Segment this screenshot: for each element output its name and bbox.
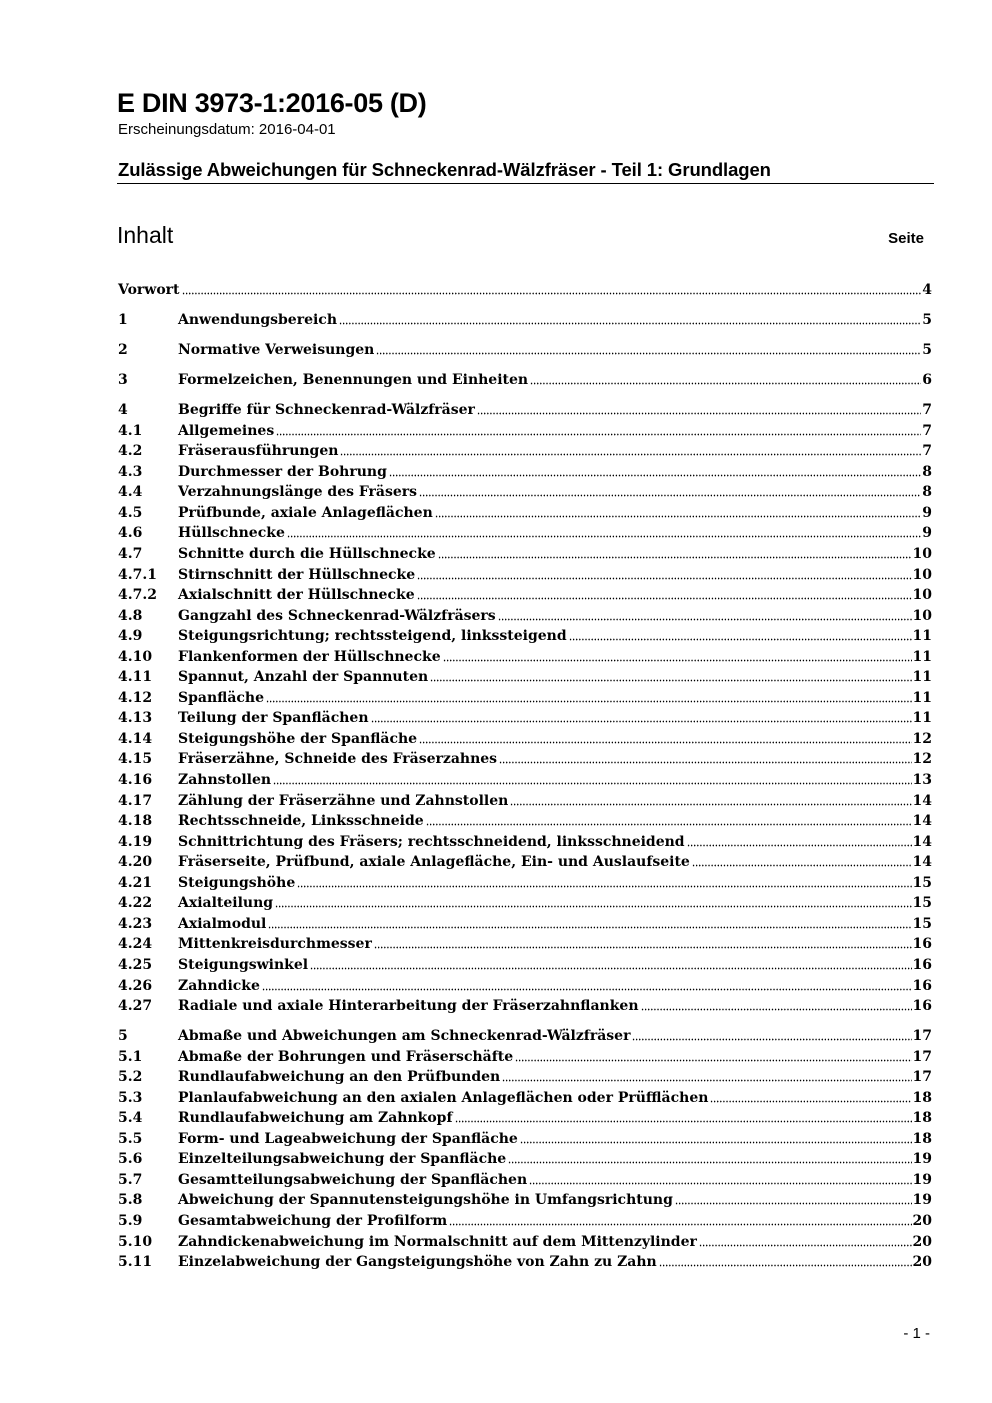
toc-entry-page[interactable]: 13	[912, 772, 932, 789]
toc-entry[interactable]	[118, 873, 932, 894]
toc-entry[interactable]	[118, 955, 932, 976]
toc-entry-line	[178, 1211, 932, 1232]
toc-entry[interactable]	[118, 1232, 932, 1253]
toc-dot-leader	[297, 878, 911, 888]
toc-entry-line	[178, 934, 932, 955]
toc-entry-line	[178, 749, 932, 770]
toc-dot-leader	[529, 1175, 911, 1185]
toc-dot-leader	[419, 734, 911, 744]
toc-entry-number: 5.10	[118, 1233, 153, 1250]
toc-entry-title[interactable]: Abweichung der Spannutensteigungshöhe in Umfangsrichtung	[178, 1192, 673, 1209]
toc-entry-page[interactable]: 15	[912, 915, 932, 932]
toc-dot-leader	[449, 1216, 911, 1226]
toc-entry[interactable]	[118, 1047, 932, 1068]
toc-entry-line	[178, 310, 932, 331]
toc-dot-leader	[498, 611, 912, 621]
toc-entry-line	[178, 1067, 932, 1088]
toc-entry-number: 4.12	[118, 689, 153, 706]
toc-dot-leader	[266, 693, 912, 703]
toc-dot-leader	[419, 487, 921, 497]
toc-dot-leader	[417, 570, 911, 580]
toc-entry-number: 4.8	[118, 607, 143, 624]
toc-entry-page[interactable]: 12	[912, 751, 932, 768]
toc-dot-leader	[659, 1257, 912, 1267]
toc-entry[interactable]	[118, 976, 932, 997]
toc-entry-title[interactable]: Steigungshöhe der Spanfläche	[178, 730, 418, 747]
toc-entry-number: 4	[118, 402, 128, 419]
toc-entry[interactable]	[118, 626, 932, 647]
toc-entry-number: 4.21	[118, 874, 153, 891]
toc-entry[interactable]	[118, 770, 932, 791]
toc-entry-number: 4.4	[118, 484, 143, 501]
toc-entry-page[interactable]: 19	[912, 1192, 932, 1209]
toc-entry-line	[178, 667, 932, 688]
toc-entry-page[interactable]: 20	[912, 1213, 932, 1230]
toc-entry-line	[178, 400, 932, 421]
toc-entry-title[interactable]: Zahndicke	[178, 977, 260, 994]
toc-entry-title[interactable]: Planlaufabweichung an den axialen Anlageflächen oder Prüfflächen	[178, 1089, 709, 1106]
toc-entry-title[interactable]: Fräserzähne, Schneide des Fräserzahnes	[178, 751, 498, 768]
toc-entry-page[interactable]: 15	[912, 874, 932, 891]
toc-entry-line	[178, 1047, 932, 1068]
toc-entry-title[interactable]: Spanfläche	[178, 689, 265, 706]
toc-entry[interactable]	[118, 1026, 932, 1047]
toc-entry[interactable]	[118, 310, 932, 331]
toc-entry-page[interactable]: 10	[912, 607, 932, 624]
toc-entry-number: 4.6	[118, 525, 143, 542]
toc-entry-page[interactable]: 17	[912, 1048, 932, 1065]
toc-entry-number: 4.22	[118, 895, 153, 912]
toc-entry-page[interactable]: 20	[912, 1254, 932, 1271]
toc-entry[interactable]	[118, 852, 932, 873]
toc-entry[interactable]	[118, 482, 932, 503]
toc-entry-line	[178, 1088, 932, 1109]
toc-entry-title[interactable]: Verzahnungslänge des Fräsers	[178, 484, 418, 501]
toc-entry-page[interactable]: 18	[912, 1089, 932, 1106]
toc-entry-page[interactable]: 7	[922, 443, 932, 460]
toc-entry-number: 4.14	[118, 730, 153, 747]
toc-entry-number: 4.9	[118, 628, 143, 645]
toc-entry[interactable]	[118, 523, 932, 544]
toc-entry-line	[178, 1026, 932, 1047]
toc-entry-line	[178, 955, 932, 976]
toc-entry-page[interactable]: 10	[912, 546, 932, 563]
toc-dot-leader	[273, 775, 911, 785]
toc-entry-title[interactable]: Flankenformen der Hüllschnecke	[178, 648, 441, 665]
toc-entry-number: 4.20	[118, 854, 153, 871]
toc-entry-number: 5	[118, 1028, 128, 1045]
toc-dot-leader	[477, 405, 921, 415]
toc-entry-line	[178, 544, 932, 565]
toc-entry-title[interactable]: Rundlaufabweichung am Zahnkopf	[178, 1110, 453, 1127]
toc-entry[interactable]	[118, 544, 932, 565]
toc-entry-title[interactable]: Hüllschnecke	[178, 525, 285, 542]
toc-entry-title[interactable]: Spannut, Anzahl der Spannuten	[178, 669, 429, 686]
table-of-contents	[118, 280, 932, 1273]
toc-entry-title[interactable]: Rundlaufabweichung an den Prüfbunden	[178, 1069, 501, 1086]
toc-entry-page[interactable]: 17	[912, 1028, 932, 1045]
toc-entry[interactable]	[118, 1108, 932, 1129]
toc-entry-number: 4.26	[118, 977, 153, 994]
toc-entry-page[interactable]: 10	[912, 566, 932, 583]
toc-entry-title[interactable]: Fräserausführungen	[178, 443, 339, 460]
toc-entry-number: 5.8	[118, 1192, 143, 1209]
toc-entry-title[interactable]: Allgemeines	[178, 422, 275, 439]
toc-entry-number: 4.24	[118, 936, 153, 953]
toc-dot-leader	[530, 375, 921, 385]
toc-dot-leader	[435, 508, 921, 518]
toc-entry-page[interactable]: 11	[912, 710, 932, 727]
toc-entry-title[interactable]: Zählung der Fräserzähne und Zahnstollen	[178, 792, 509, 809]
toc-entry-line	[178, 832, 932, 853]
toc-dot-leader	[699, 1237, 912, 1247]
toc-entry-title[interactable]: Schnittrichtung des Fräsers; rechtsschneidend, linksschneidend	[178, 833, 685, 850]
toc-entry-line	[178, 811, 932, 832]
toc-entry-title[interactable]: Rechtsschneide, Linksschneide	[178, 813, 424, 830]
toc-entry-title[interactable]: Einzelteilungsabweichung der Spanfläche	[178, 1151, 507, 1168]
toc-entry-line	[178, 1252, 932, 1273]
toc-entry-title[interactable]: Gesamtteilungsabweichung der Spanflächen	[178, 1171, 528, 1188]
toc-entry-number: 5.1	[118, 1048, 143, 1065]
toc-dot-leader	[339, 315, 921, 325]
toc-dot-leader	[687, 837, 912, 847]
toc-entry-line	[178, 873, 932, 894]
toc-entry-number: 1	[118, 312, 128, 329]
toc-entry[interactable]	[118, 1170, 932, 1191]
toc-entry-title[interactable]: Axialmodul	[178, 915, 267, 932]
toc-entry-page[interactable]: 14	[912, 854, 932, 871]
toc-entry-number: 4.10	[118, 648, 153, 665]
toc-entry[interactable]	[118, 606, 932, 627]
toc-entry-page[interactable]: 14	[912, 833, 932, 850]
toc-entry-page[interactable]: 9	[922, 525, 932, 542]
toc-entry-title[interactable]: Formelzeichen, Benennungen und Einheiten	[178, 372, 529, 389]
toc-entry[interactable]	[118, 791, 932, 812]
toc-entry-number: 4.23	[118, 915, 153, 932]
toc-entry-title[interactable]: Abmaße und Abweichungen am Schneckenrad-Wälzfräser	[178, 1028, 631, 1045]
toc-entry-title[interactable]: Normative Verweisungen	[178, 342, 375, 359]
toc-entry-number: 5.7	[118, 1171, 143, 1188]
toc-entry[interactable]	[118, 1088, 932, 1109]
toc-entry[interactable]	[118, 441, 932, 462]
toc-entry-line	[178, 606, 932, 627]
toc-entry[interactable]	[118, 1129, 932, 1150]
toc-entry-title[interactable]: Prüfbunde, axiale Anlageflächen	[178, 504, 433, 521]
toc-entry-number: 4.3	[118, 463, 143, 480]
toc-entry-line	[178, 370, 932, 391]
toc-entry-page[interactable]: 18	[912, 1110, 932, 1127]
toc-dot-leader	[510, 796, 911, 806]
toc-entry[interactable]	[118, 370, 932, 391]
toc-entry-line	[178, 647, 932, 668]
toc-entry-page[interactable]: 4	[922, 282, 932, 298]
toc-entry[interactable]	[118, 1211, 932, 1232]
toc-entry-title[interactable]: Anwendungsbereich	[178, 312, 337, 329]
toc-dot-leader	[632, 1031, 911, 1041]
toc-entry-line	[178, 482, 932, 503]
toc-dot-leader	[276, 426, 921, 436]
toc-entry[interactable]	[118, 749, 932, 770]
toc-entry-line	[178, 688, 932, 709]
toc-entry-number: 4.16	[118, 772, 153, 789]
toc-entry-line	[178, 1190, 932, 1211]
toc-entry-line	[178, 914, 932, 935]
toc-entry-title[interactable]: Zahndickenabweichung im Normalschnitt auf dem Mittenzylinder	[178, 1233, 697, 1250]
toc-entry-page[interactable]: 15	[912, 895, 932, 912]
toc-entry[interactable]	[118, 893, 932, 914]
toc-entry-line	[178, 893, 932, 914]
toc-dot-leader	[430, 672, 911, 682]
toc-heading: Inhalt	[117, 222, 174, 248]
toc-dot-leader	[376, 345, 921, 355]
toc-entry-line	[118, 280, 932, 301]
toc-dot-leader	[569, 631, 912, 641]
toc-entry-number: 3	[118, 372, 128, 389]
toc-dot-leader	[287, 528, 921, 538]
toc-entry-page[interactable]: 14	[912, 813, 932, 830]
toc-entry-page[interactable]: 11	[912, 689, 932, 706]
toc-entry-page[interactable]: 16	[912, 977, 932, 994]
toc-dot-leader	[455, 1113, 912, 1123]
toc-entry-number: 4.17	[118, 792, 153, 809]
toc-entry-title[interactable]: Zahnstollen	[178, 772, 272, 789]
toc-entry-number: 4.13	[118, 710, 153, 727]
toc-entry-number: 5.6	[118, 1151, 143, 1168]
toc-dot-leader	[502, 1072, 911, 1082]
toc-entry[interactable]	[118, 421, 932, 442]
toc-entry-number: 4.18	[118, 813, 153, 830]
toc-entry-page[interactable]: 18	[912, 1130, 932, 1147]
toc-entry-line	[178, 421, 932, 442]
toc-entry-line	[178, 565, 932, 586]
toc-entry-line	[178, 996, 932, 1017]
toc-entry-title[interactable]: Steigungshöhe	[178, 874, 296, 891]
toc-entry[interactable]	[118, 400, 932, 421]
toc-entry-line	[178, 626, 932, 647]
toc-dot-leader	[182, 285, 922, 295]
toc-entry-page[interactable]: 11	[912, 648, 932, 665]
toc-entry-title[interactable]: Vorwort	[118, 282, 180, 298]
toc-entry-page[interactable]: 8	[922, 484, 932, 501]
toc-dot-leader	[374, 939, 912, 949]
toc-dot-leader	[417, 590, 912, 600]
toc-entry-page[interactable]: 5	[922, 312, 932, 329]
toc-entry-number: 5.5	[118, 1130, 143, 1147]
toc-entry-number: 4.1	[118, 422, 143, 439]
toc-dot-leader	[675, 1195, 912, 1205]
toc-entry[interactable]	[118, 708, 932, 729]
document-title: Zulässige Abweichungen für Schneckenrad-Wälzfräser - Teil 1: Grundlagen	[118, 159, 771, 180]
toc-entry-line	[178, 708, 932, 729]
toc-entry-page[interactable]: 16	[912, 956, 932, 973]
toc-entry-number: 4.27	[118, 998, 153, 1015]
toc-entry-number: 4.5	[118, 504, 143, 521]
toc-entry-page[interactable]: 12	[912, 730, 932, 747]
toc-dot-leader	[508, 1154, 911, 1164]
toc-entry[interactable]	[118, 688, 932, 709]
toc-entry-page[interactable]: 5	[922, 342, 932, 359]
toc-dot-leader	[641, 1001, 912, 1011]
toc-entry-title[interactable]: Steigungsrichtung; rechtssteigend, linkssteigend	[178, 628, 567, 645]
toc-dot-leader	[520, 1134, 912, 1144]
toc-entry[interactable]	[118, 585, 932, 606]
footer-page-number: - 1 -	[903, 1325, 930, 1342]
toc-entry-page[interactable]: 16	[912, 998, 932, 1015]
toc-entry-title[interactable]: Durchmesser der Bohrung	[178, 463, 387, 480]
toc-entry-number: 2	[118, 342, 128, 359]
toc-entry-line	[178, 791, 932, 812]
toc-entry-line	[178, 729, 932, 750]
toc-entry-number: 4.11	[118, 669, 153, 686]
toc-entry-line	[178, 770, 932, 791]
toc-entry-page[interactable]: 9	[922, 504, 932, 521]
toc-dot-leader	[310, 960, 911, 970]
toc-entry[interactable]	[118, 1067, 932, 1088]
toc-entry-number: 4.2	[118, 443, 143, 460]
toc-dot-leader	[389, 467, 921, 477]
toc-dot-leader	[438, 549, 912, 559]
toc-dot-leader	[268, 919, 911, 929]
toc-entry-line	[178, 1129, 932, 1150]
toc-entry-title[interactable]: Begriffe für Schneckenrad-Wälzfräser	[178, 402, 475, 419]
toc-entry-page[interactable]: 19	[912, 1151, 932, 1168]
page-column-heading: Seite	[888, 230, 924, 247]
toc-entry-page[interactable]: 11	[912, 628, 932, 645]
toc-entry-line	[178, 503, 932, 524]
toc-entry-title[interactable]: Mittenkreisdurchmesser	[178, 936, 372, 953]
toc-entry-line	[178, 1108, 932, 1129]
toc-entry-title[interactable]: Schnitte durch die Hüllschnecke	[178, 546, 436, 563]
toc-dot-leader	[499, 754, 911, 764]
document-id: E DIN 3973-1:2016-05 (D)	[117, 88, 427, 118]
toc-entry-line	[178, 523, 932, 544]
toc-dot-leader	[426, 816, 912, 826]
toc-entry-page[interactable]: 7	[922, 422, 932, 439]
toc-entry[interactable]	[118, 340, 932, 361]
toc-entry-page[interactable]: 17	[912, 1069, 932, 1086]
title-divider	[117, 183, 934, 184]
toc-entry-title[interactable]: Gesamtabweichung der Profilform	[178, 1213, 448, 1230]
toc-dot-leader	[710, 1093, 911, 1103]
toc-entry-title[interactable]: Einzelabweichung der Gangsteigungshöhe von Zahn zu Zahn	[178, 1254, 657, 1271]
toc-dot-leader	[340, 446, 921, 456]
toc-entry-title[interactable]: Steigungswinkel	[178, 956, 309, 973]
toc-entry-number: 4.15	[118, 751, 153, 768]
toc-entry-page[interactable]: 7	[922, 402, 932, 419]
toc-entry-number: 4.7.1	[118, 566, 157, 583]
toc-dot-leader	[443, 652, 912, 662]
toc-entry[interactable]	[118, 647, 932, 668]
toc-entry[interactable]	[118, 280, 932, 301]
toc-entry-line	[178, 1232, 932, 1253]
toc-entry-line	[178, 462, 932, 483]
toc-entry[interactable]	[118, 503, 932, 524]
toc-dot-leader	[692, 857, 912, 867]
toc-entry-line	[178, 852, 932, 873]
toc-entry[interactable]	[118, 914, 932, 935]
toc-entry-title[interactable]: Gangzahl des Schneckenrad-Wälzfräsers	[178, 607, 496, 624]
toc-entry-page[interactable]: 8	[922, 463, 932, 480]
toc-dot-leader	[371, 713, 912, 723]
toc-entry-number: 4.25	[118, 956, 153, 973]
toc-entry[interactable]	[118, 934, 932, 955]
toc-dot-leader	[515, 1052, 911, 1062]
toc-entry[interactable]	[118, 565, 932, 586]
toc-entry-line	[178, 340, 932, 361]
toc-entry[interactable]	[118, 1190, 932, 1211]
toc-entry-title[interactable]: Radiale und axiale Hinterarbeitung der Fräserzahnflanken	[178, 998, 639, 1015]
toc-entry-title[interactable]: Fräserseite, Prüfbund, axiale Anlagefläche, Ein- und Auslaufseite	[178, 854, 690, 871]
toc-entry[interactable]	[118, 811, 932, 832]
toc-entry-number: 5.11	[118, 1254, 153, 1271]
toc-entry-page[interactable]: 11	[912, 669, 932, 686]
toc-entry-line	[178, 1170, 932, 1191]
toc-dot-leader	[275, 898, 911, 908]
toc-entry[interactable]	[118, 996, 932, 1017]
toc-entry-line	[178, 585, 932, 606]
toc-entry-page[interactable]: 16	[912, 936, 932, 953]
toc-entry[interactable]	[118, 832, 932, 853]
toc-entry-number: 4.19	[118, 833, 153, 850]
toc-entry[interactable]	[118, 462, 932, 483]
toc-entry-number: 5.2	[118, 1069, 143, 1086]
toc-entry-title[interactable]: Abmaße der Bohrungen und Fräserschäfte	[178, 1048, 514, 1065]
toc-entry-number: 5.4	[118, 1110, 143, 1127]
toc-entry-title[interactable]: Teilung der Spanflächen	[178, 710, 369, 727]
toc-entry-line	[178, 1149, 932, 1170]
toc-entry-page[interactable]: 10	[912, 587, 932, 604]
toc-entry-page[interactable]: 19	[912, 1171, 932, 1188]
toc-entry-number: 5.3	[118, 1089, 143, 1106]
toc-entry-number: 4.7	[118, 546, 143, 563]
toc-entry[interactable]	[118, 729, 932, 750]
toc-entry-page[interactable]: 6	[922, 372, 932, 389]
toc-entry[interactable]	[118, 1149, 932, 1170]
toc-entry[interactable]	[118, 1252, 932, 1273]
toc-dot-leader	[262, 981, 912, 991]
toc-entry-number: 5.9	[118, 1213, 143, 1230]
toc-entry-title[interactable]: Axialschnitt der Hüllschnecke	[178, 587, 415, 604]
toc-entry-title[interactable]: Axialteilung	[178, 895, 274, 912]
toc-entry-line	[178, 441, 932, 462]
toc-entry[interactable]	[118, 667, 932, 688]
publication-date: Erscheinungsdatum: 2016-04-01	[118, 121, 336, 138]
toc-entry-title[interactable]: Form- und Lageabweichung der Spanfläche	[178, 1130, 518, 1147]
toc-entry-title[interactable]: Stirnschnitt der Hüllschnecke	[178, 566, 416, 583]
toc-entry-number: 4.7.2	[118, 587, 157, 604]
toc-entry-page[interactable]: 14	[912, 792, 932, 809]
toc-entry-line	[178, 976, 932, 997]
toc-entry-page[interactable]: 20	[912, 1233, 932, 1250]
